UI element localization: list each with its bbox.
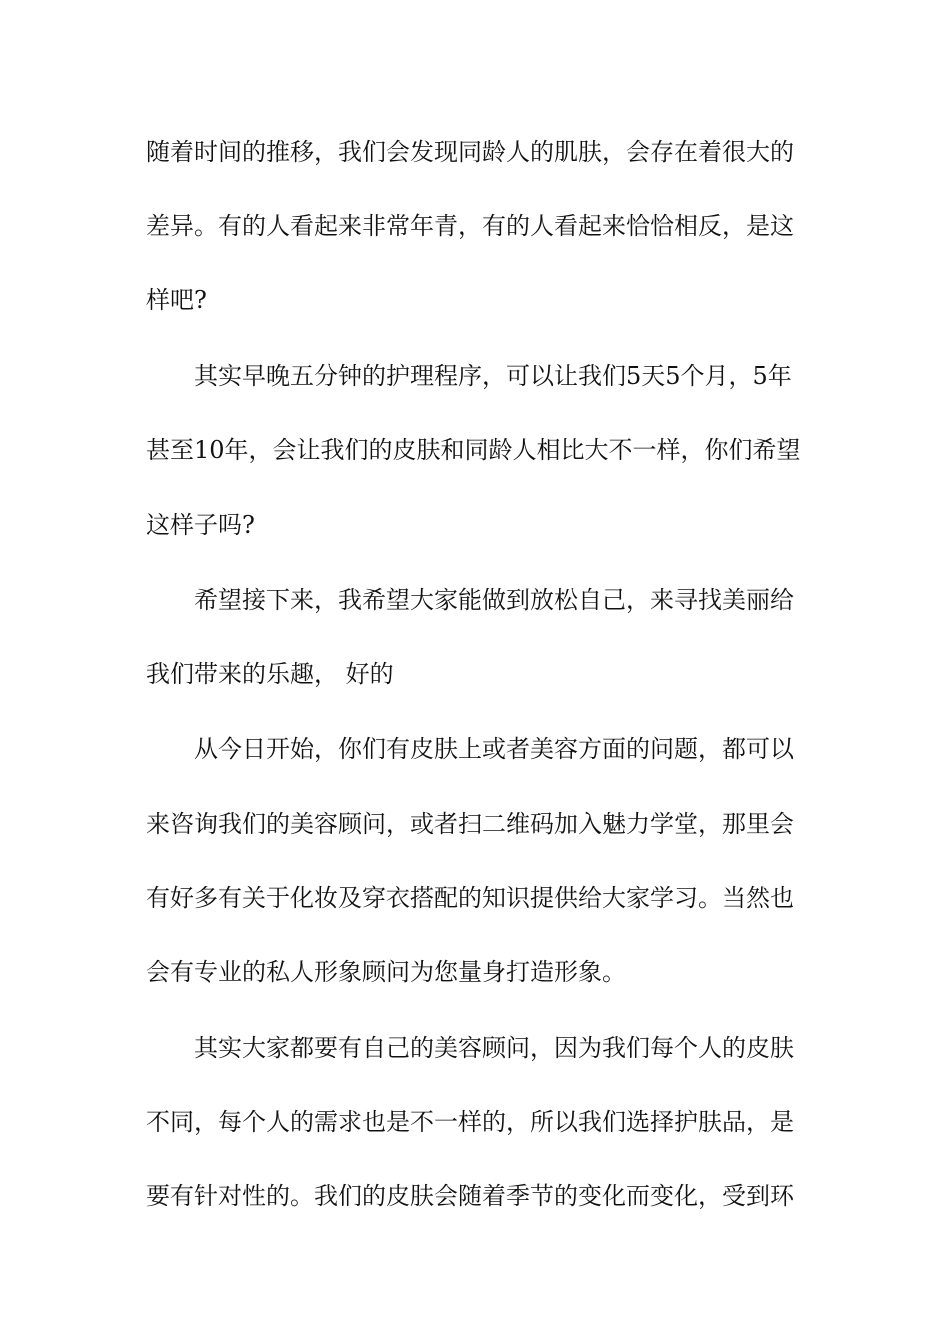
paragraph-4-line-4: 会有专业的私人形象顾问为您量身打造形象。 [146,958,626,986]
paragraph-4-line-1: 从今日开始，你们有皮肤上或者美容方面的问题，都可以 [194,735,794,763]
paragraph-2-line-3: 这样子吗? [146,511,255,539]
paragraph-3-line-1: 希望接下来，我希望大家能做到放松自己，来寻找美丽给 [194,586,794,614]
paragraph-5-line-2: 不同，每个人的需求也是不一样的，所以我们选择护肤品，是 [146,1108,794,1136]
paragraph-5-line-3: 要有针对性的。我们的皮肤会随着季节的变化而变化，受到环 [146,1182,794,1210]
paragraph-2-line-2: 甚至10年，会让我们的皮肤和同龄人相比大不一样，你们希望 [146,436,801,464]
paragraph-1-line-3: 样吧? [146,286,207,314]
paragraph-2-line-1: 其实早晚五分钟的护理程序，可以让我们5天5个月，5年 [194,362,792,390]
paragraph-4-line-3: 有好多有关于化妆及穿衣搭配的知识提供给大家学习。当然也 [146,884,794,912]
paragraph-3-line-2: 我们带来的乐趣， 好的 [146,660,394,688]
paragraph-5-line-1: 其实大家都要有自己的美容顾问，因为我们每个人的皮肤 [194,1034,794,1062]
paragraph-1-line-2: 差异。有的人看起来非常年青，有的人看起来恰恰相反，是这 [146,212,794,240]
paragraph-1-line-1: 随着时间的推移，我们会发现同龄人的肌肤，会存在着很大的 [146,138,794,166]
paragraph-4-line-2: 来咨询我们的美容顾问，或者扫二维码加入魅力学堂，那里会 [146,810,794,838]
